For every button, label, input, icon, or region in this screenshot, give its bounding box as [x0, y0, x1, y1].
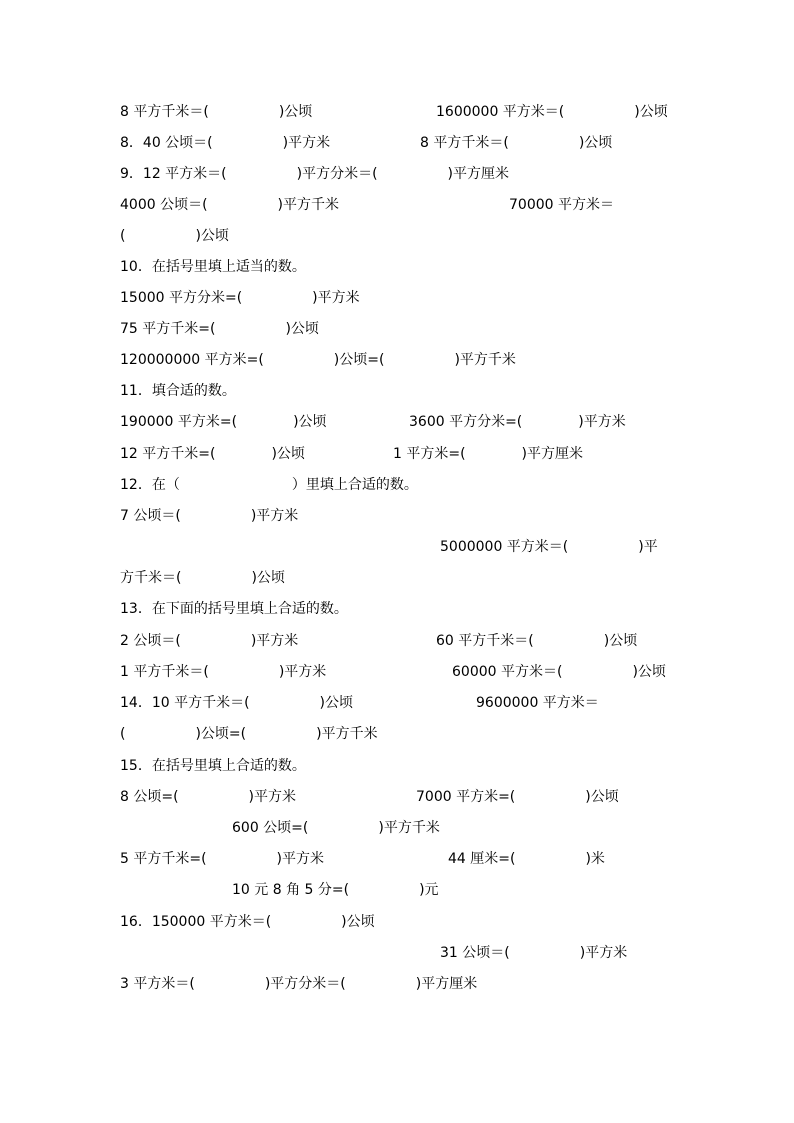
text-line: 8．40 公顷＝( )平方米	[120, 135, 331, 151]
text-line: 8 公顷=( )平方米	[120, 789, 297, 805]
text-line: 5000000 平方米＝( )平	[440, 539, 658, 555]
text-line: 16．150000 平方米＝( )公顷	[120, 914, 375, 930]
text-line: 3 平方米＝( )平方分米＝( )平方厘米	[120, 976, 478, 992]
text-line: 5 平方千米=( )平方米	[120, 851, 325, 867]
text-line: 8 平方千米＝( )公顷	[420, 135, 613, 151]
text-line: 75 平方千米=( )公顷	[120, 321, 319, 337]
text-line: 9600000 平方米＝	[476, 695, 599, 711]
text-line: 15000 平方分米=( )平方米	[120, 290, 360, 306]
text-line: 70000 平方米＝	[509, 197, 614, 213]
text-line: 9．12 平方米＝( )平方分米＝( )平方厘米	[120, 166, 510, 182]
text-line: 12 平方千米=( )公顷	[120, 446, 305, 462]
question-heading: 10．在括号里填上适当的数。	[120, 259, 306, 275]
text-line: 120000000 平方米=( )公顷=( )平方千米	[120, 352, 516, 368]
text-line: 10 元 8 角 5 分=( )元	[232, 882, 439, 898]
text-line: ( )公顷=( )平方千米	[120, 726, 378, 742]
text-line: 3600 平方分米=( )平方米	[409, 414, 626, 430]
text-line: 600 公顷=( )平方千米	[232, 820, 440, 836]
text-line: 方千米＝( )公顷	[120, 570, 285, 586]
text-line: 190000 平方米=( )公顷	[120, 414, 327, 430]
question-heading: 15．在括号里填上合适的数。	[120, 758, 306, 774]
text-line: 60000 平方米＝( )公顷	[452, 664, 666, 680]
question-heading: 11．填合适的数。	[120, 383, 236, 399]
text-line: 1 平方千米＝( )平方米	[120, 664, 327, 680]
text-line: 7 公顷＝( )平方米	[120, 508, 299, 524]
text-line: 8 平方千米＝( )公顷	[120, 104, 313, 120]
text-line: 31 公顷＝( )平方米	[440, 945, 628, 961]
text-line: 14．10 平方千米＝( )公顷	[120, 695, 354, 711]
text-line: 2 公顷＝( )平方米	[120, 633, 299, 649]
text-line: 7000 平方米=( )公顷	[416, 789, 619, 805]
text-line: 44 厘米=( )米	[448, 851, 605, 867]
text-line: ( )公顷	[120, 228, 229, 244]
text-line: 1 平方米=( )平方厘米	[393, 446, 584, 462]
question-heading: 13．在下面的括号里填上合适的数。	[120, 601, 348, 617]
question-heading: 12．在（ ）里填上合适的数。	[120, 477, 418, 493]
text-line: 4000 公顷＝( )平方千米	[120, 197, 340, 213]
text-line: 1600000 平方米＝( )公顷	[436, 104, 668, 120]
text-line: 60 平方千米＝( )公顷	[436, 633, 638, 649]
